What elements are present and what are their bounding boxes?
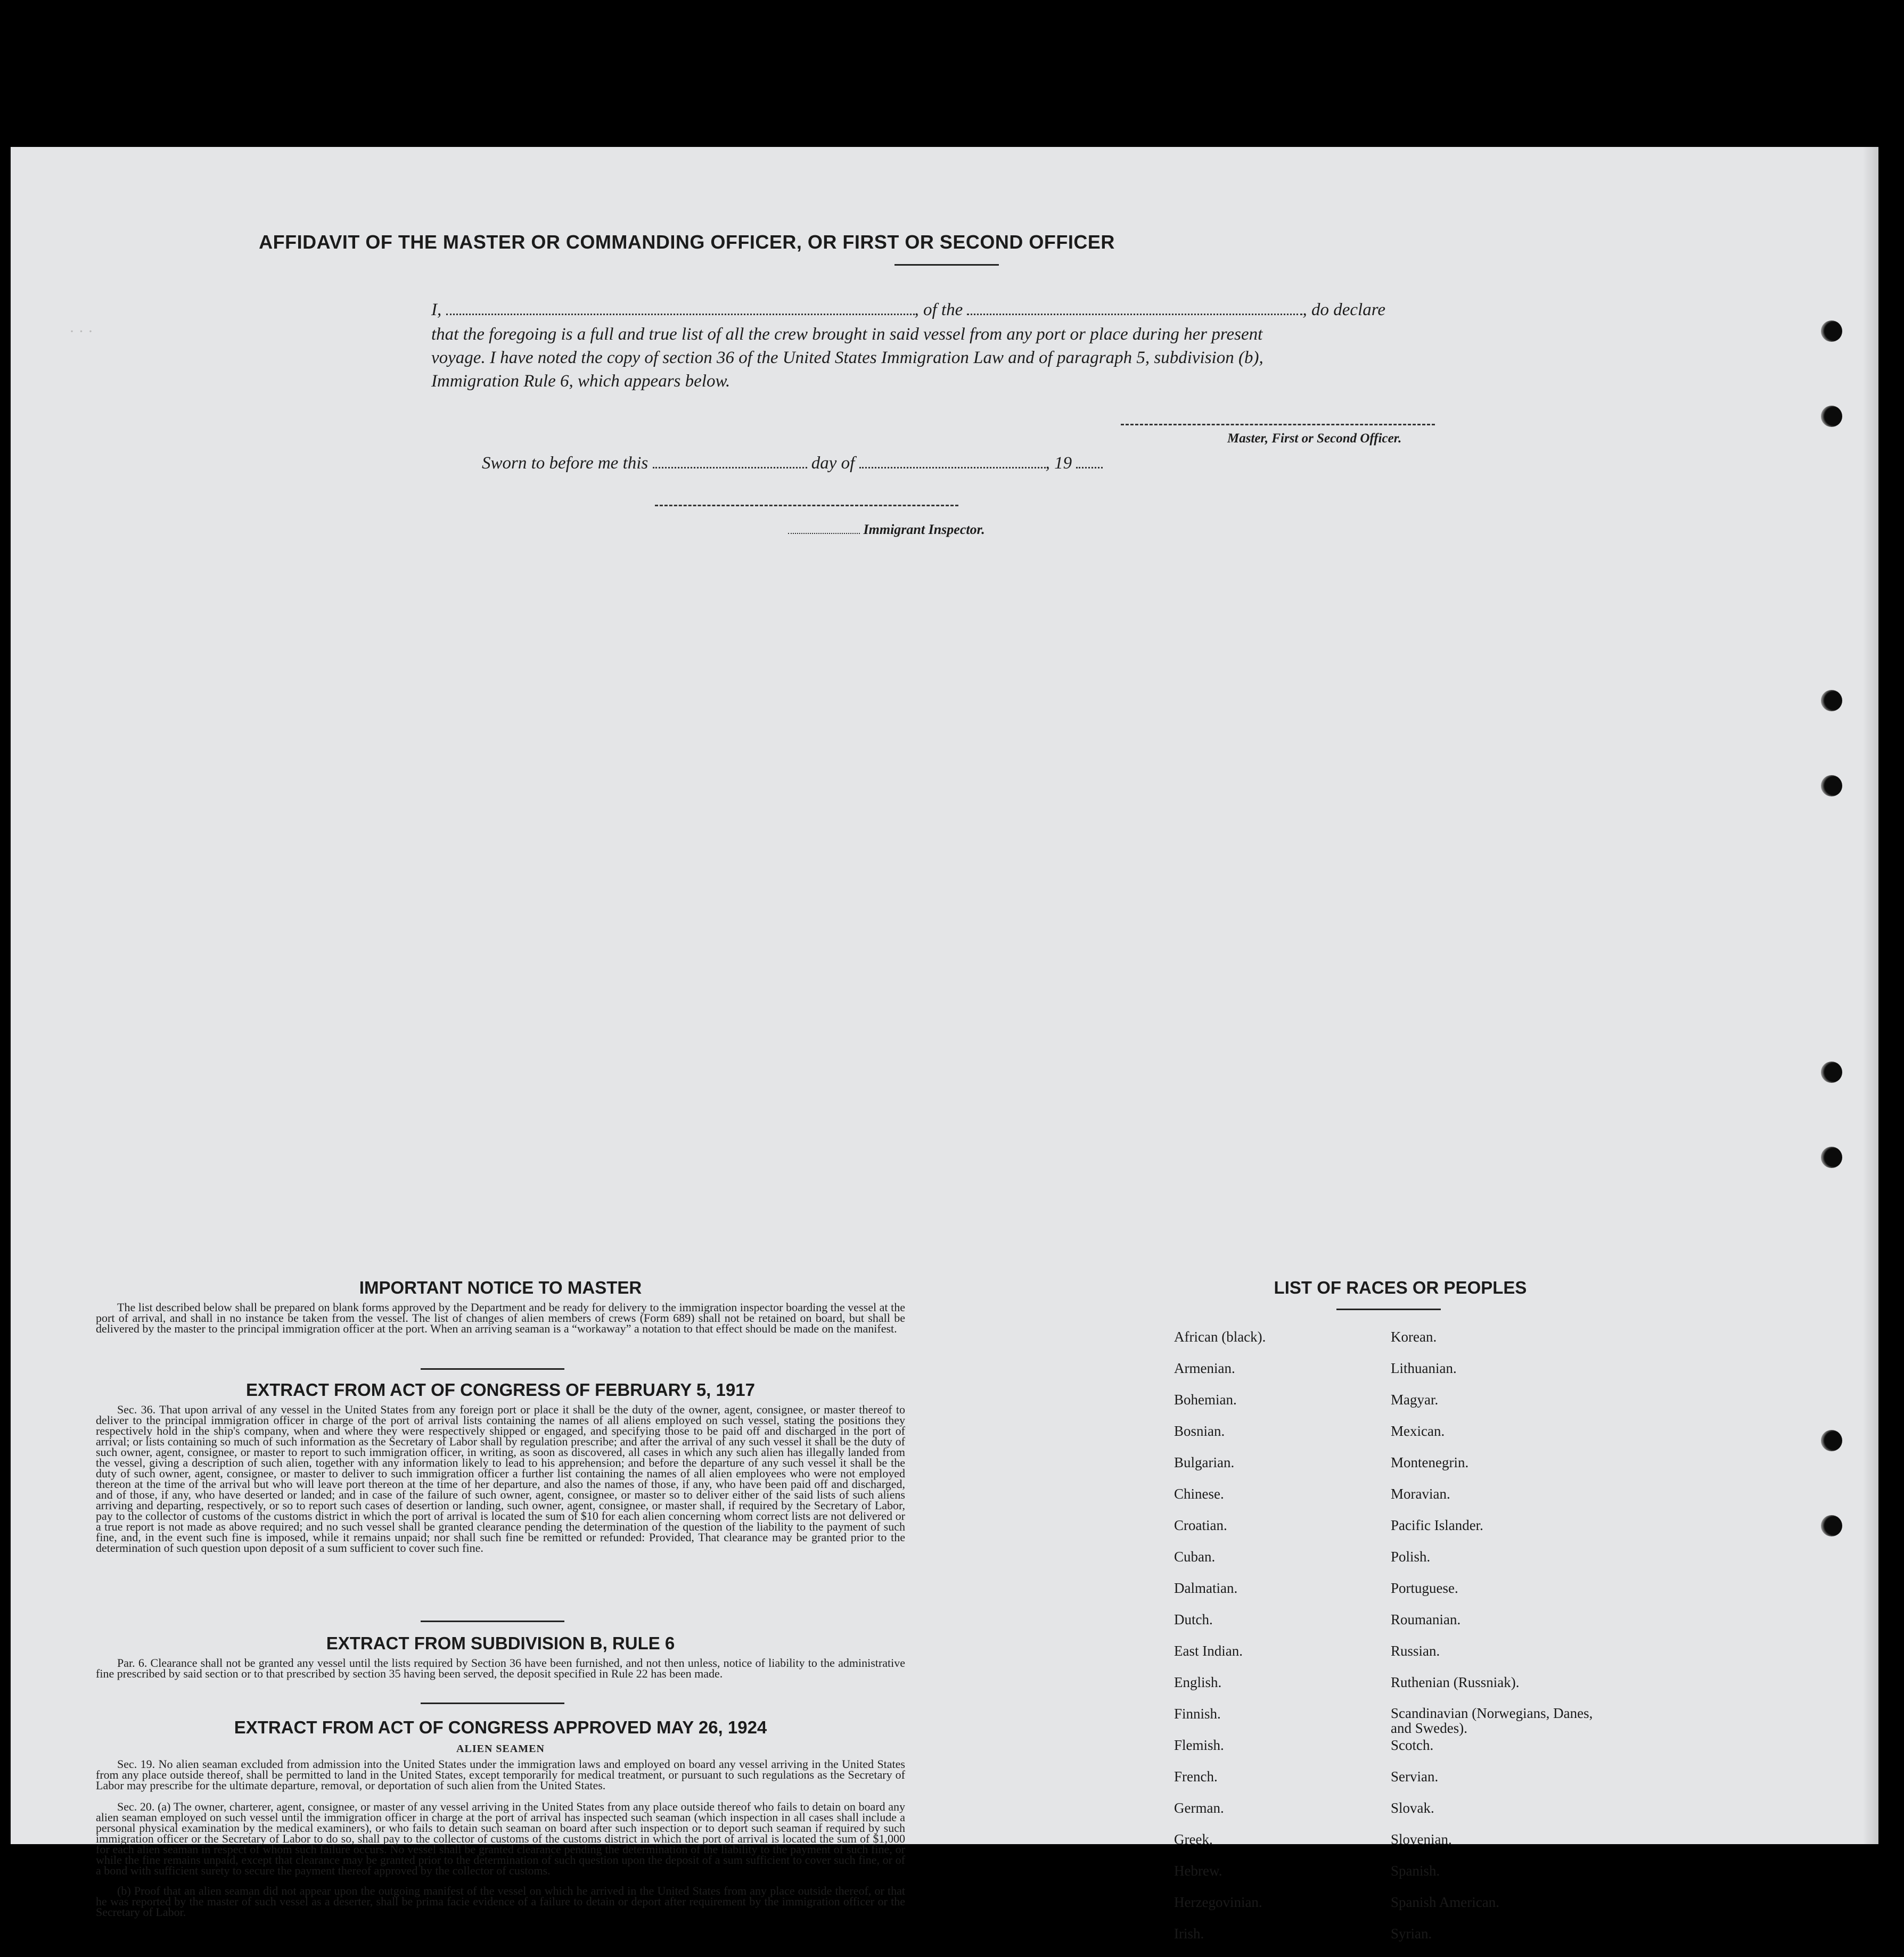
- races-column-2: [1391, 1329, 1604, 1957]
- sworn-prefix: Sworn to before me this: [482, 454, 649, 473]
- sworn-day-of: day of: [811, 454, 855, 473]
- race-item: Slovenian.: [1391, 1831, 1452, 1847]
- notice-body: The list described below shall be prepared on blank forms approved by the Department and be ready for delivery to the immigration inspector boarding the vessel at the port of arrival, and shall in no instance be taken from the vessel. The list of changes of alien members of crews (Form 689) shall not be retained on board, but shall be delivered by the master to the principal immigration officer at the port. When an arriving seaman is a “workaway” a notation to that effect should be made on the manifest.: [96, 1301, 905, 1335]
- sworn-line: [482, 454, 1103, 473]
- sworn-year: , 19: [1045, 454, 1072, 473]
- declaration-of-the: , of the: [914, 300, 963, 319]
- race-item: French.: [1174, 1769, 1218, 1785]
- race-item: Herzegovinian.: [1174, 1894, 1262, 1910]
- extract-1917-title: EXTRACT FROM ACT OF CONGRESS OF FEBRUARY 5, 1917: [246, 1380, 755, 1400]
- race-item: Pacific Islander.: [1391, 1517, 1483, 1533]
- sworn-year-field[interactable]: [1076, 455, 1103, 468]
- extract-1924-sec19: Sec. 19. No alien seaman excluded from admission into the United States under the immigration laws and employed on board any vessel arriving in the United States from any place outside thereof, shall be permitted to land in the United States, except temporarily for medical treatment, or pursuant to such regulations as the Secretary of Labor may prescribe for the ultimate departure, removal, or deportation of such alien from the United States.: [96, 1757, 905, 1792]
- race-item: Bulgarian.: [1174, 1454, 1235, 1470]
- races-title: LIST OF RACES OR PEOPLES: [1274, 1278, 1527, 1297]
- race-item: English.: [1174, 1674, 1222, 1690]
- race-item: Magyar.: [1391, 1392, 1439, 1408]
- declaration-line-2: that the foregoing is a full and true list of all the crew brought in said vessel from any port or place during her present: [431, 325, 1263, 344]
- race-item: Bohemian.: [1174, 1392, 1237, 1408]
- binder-hole-icon: [1821, 775, 1842, 796]
- race-item: Roumanian.: [1391, 1611, 1461, 1627]
- race-item: Russian.: [1391, 1643, 1440, 1659]
- binder-hole-icon: [1821, 406, 1842, 427]
- race-item: Spanish American.: [1391, 1894, 1499, 1910]
- race-item: Portuguese.: [1391, 1580, 1458, 1596]
- divider: [421, 1621, 564, 1622]
- race-item: Slovak.: [1391, 1800, 1434, 1816]
- race-item: Chinese.: [1174, 1486, 1224, 1502]
- vessel-field[interactable]: [967, 301, 1302, 315]
- binder-hole-icon: [1821, 1430, 1842, 1451]
- binder-hole-icon: [1821, 690, 1842, 711]
- extract-1917-body: Sec. 36. That upon arrival of any vessel in the United States from any foreign port or place it shall be the duty of the owner, agent, consignee, or master thereof to deliver to the principal immigration officer in charge of the port of arrival lists containing the names of all aliens employed on such vessel, stating the positions they respectively hold in the ship's company, when and where they were respectively shipped or engaged, and specifying those to be paid off and discharged in the port of arrival; or lists containing so much of such information as the Secretary of Labor shall by regulation prescribe; and after the arrival of any such vessel it shall be the duty of such owner, agent, consignee, or master to report to such immigration officer, in writing, as soon as discovered, all cases in which any such alien has illegally landed from the vessel, giving a description of such alien, together with any information likely to lead to his apprehension; and before the departure of any such vessel it shall be the duty of such owner, agent, consignee, or master to deliver to such immigration officer a further list containing the names of all alien employees who were not employed thereon at the time of the arrival but who will leave port thereon at the time of her departure, and also the names of those, if any, who have been paid off and discharged, and of those, if any, who have deserted or landed; and in case of the failure of such owner, agent, consignee, or master so to deliver either of the said lists of such aliens arriving and departing, respectively, or so to report such cases of desertion or landing, such owner, agent, consignee, or master shall, if required by the Secretary of Labor, pay to the collector of customs of the customs district in which the port of arrival is located the sum of $10 for each alien concerning whom correct lists are not delivered or a true report is not made as above required; and no such vessel shall be granted clearance pending the determination of the question of the liability to the payment of such fine, and, in the event such fine is imposed, while it remains unpaid; nor shall such fine be remitted or refunded: Provided, That clearance may be granted prior to the determination of such question upon deposit of a sum sufficient to cover such fine.: [96, 1403, 905, 1555]
- name-field[interactable]: [446, 301, 915, 315]
- race-item: Scotch.: [1391, 1737, 1434, 1753]
- race-item: Flemish.: [1174, 1737, 1224, 1753]
- declaration-line-1: [431, 298, 1480, 322]
- race-item: East Indian.: [1174, 1643, 1243, 1659]
- race-item: Ruthenian (Russniak).: [1391, 1674, 1520, 1690]
- scan-shadow: [1862, 147, 1878, 1844]
- race-item: Syrian.: [1391, 1926, 1432, 1942]
- sworn-month-field[interactable]: [859, 455, 1046, 468]
- extract-1924-title: EXTRACT FROM ACT OF CONGRESS APPROVED MAY 26, 1924: [234, 1717, 767, 1737]
- race-item: Lithuanian.: [1391, 1360, 1457, 1376]
- title-underline: [894, 264, 999, 266]
- race-item: Moravian.: [1391, 1486, 1450, 1502]
- binder-hole-icon: [1821, 1062, 1842, 1083]
- extract-1924-sec20a: Sec. 20. (a) The owner, charterer, agent, consignee, or master of any vessel arriving in the United States from any place outside thereof who fails to detain on board any alien seaman employed on such vessel until the immigration officer in charge at the port of arrival has inspected such seaman (which inspection in all cases shall include a personal physical examination by the medical examiners), or who fails to detain such seaman on board after such inspection or to deport such seaman if required by such immigration officer or the Secretary of Labor to do so, shall pay to the collector of customs of the customs district in which the port of arrival is located the sum of $1,000 for each alien seaman in respect of whom such failure occurs. No vessel shall be granted clearance pending the determination of the liability to the payment of such fine, or while the fine remains unpaid, except that clearance may be granted prior to the determination of such question upon the deposit of a sum sufficient to cover such fine, or of a bond with sufficient surety to secure the payment thereof approved by the collector of customs.: [96, 1800, 905, 1877]
- race-item: Scandinavian (Norwegians, Danes, and Swedes).: [1391, 1705, 1593, 1736]
- race-item: Bosnian.: [1174, 1423, 1225, 1439]
- extract-1924-sec20b: (b) Proof that an alien seaman did not appear upon the outgoing manifest of the vessel on which he arrived in the United States from any place outside thereof, or that he was reported by the master of such vessel as a deserter, shall be prima facie evidence of a failure to detain or deport after requirement by the immigration officer or the Secretary of Labor.: [96, 1884, 905, 1919]
- declaration-line-4: Immigration Rule 6, which appears below.: [431, 372, 731, 391]
- race-item: Cuban.: [1174, 1549, 1216, 1565]
- races-underline: [1336, 1309, 1441, 1310]
- race-item: African (black).: [1174, 1329, 1266, 1345]
- race-item: Croatian.: [1174, 1517, 1227, 1533]
- extract-1924-subtitle: ALIEN SEAMEN: [456, 1743, 545, 1755]
- race-item: Montenegrin.: [1391, 1454, 1469, 1470]
- master-signature-line[interactable]: [1121, 424, 1435, 425]
- race-item: Spanish.: [1391, 1863, 1440, 1879]
- declaration-line-3: voyage. I have noted the copy of section 36 of the United States Immigration Law and of paragraph 5, subdivision (b),: [431, 348, 1263, 367]
- form-page: [11, 147, 1878, 1942]
- master-signature-label: Master, First or Second Officer.: [1227, 431, 1402, 446]
- race-item: Irish.: [1174, 1926, 1204, 1942]
- race-item: German.: [1174, 1800, 1224, 1816]
- race-item: Dalmatian.: [1174, 1580, 1238, 1596]
- sworn-day-field[interactable]: [653, 455, 807, 468]
- race-item: Polish.: [1391, 1549, 1431, 1565]
- race-item: Armenian.: [1174, 1360, 1235, 1376]
- binder-hole-icon: [1821, 1515, 1842, 1536]
- race-item: Mexican.: [1391, 1423, 1445, 1439]
- inspector-label: Immigrant Inspector.: [863, 522, 985, 537]
- divider: [421, 1368, 564, 1370]
- race-item: Servian.: [1391, 1769, 1439, 1785]
- divider: [421, 1703, 564, 1704]
- declaration-i: I,: [431, 300, 442, 319]
- inspector-dots: [788, 523, 860, 534]
- extract-rule6-title: EXTRACT FROM SUBDIVISION B, RULE 6: [326, 1633, 675, 1653]
- binder-hole-icon: [1821, 1147, 1842, 1168]
- extract-rule6-body: Par. 6. Clearance shall not be granted any vessel until the lists required by Section 36 have been furnished, and not then unless, notice of liability to the administrative fine prescribed by said section or to that prescribed by section 35 having been served, the deposit specified in Rule 22 has been made.: [96, 1656, 905, 1680]
- declaration-do-declare: , do declare: [1302, 300, 1385, 319]
- binder-hole-icon: [1821, 320, 1842, 342]
- inspector-line: [788, 522, 985, 538]
- margin-pencil-mark: · · ·: [69, 323, 93, 340]
- race-item: Finnish.: [1174, 1706, 1221, 1722]
- race-item: Dutch.: [1174, 1611, 1213, 1627]
- races-column-1: [1174, 1329, 1366, 1957]
- notice-title: IMPORTANT NOTICE TO MASTER: [359, 1278, 642, 1297]
- race-item: Hebrew.: [1174, 1863, 1222, 1879]
- inspector-signature-line[interactable]: [655, 505, 958, 506]
- race-item: Greek.: [1174, 1831, 1213, 1847]
- race-item: Korean.: [1391, 1329, 1437, 1345]
- affidavit-title: AFFIDAVIT OF THE MASTER OR COMMANDING OFFICER, OR FIRST OR SECOND OFFICER: [259, 231, 1115, 253]
